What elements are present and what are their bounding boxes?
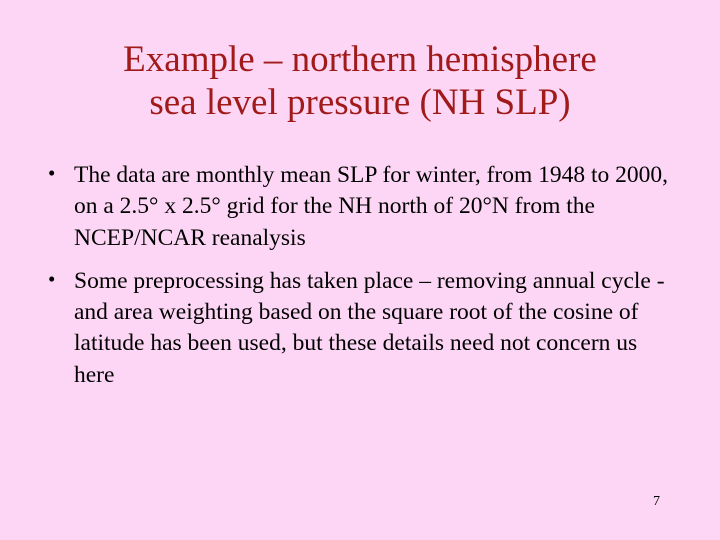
slide-title-line-1: Example – northern hemisphere [123, 39, 597, 80]
slide-title-line-2: sea level pressure (NH SLP) [149, 82, 571, 124]
slide-title [40, 38, 680, 125]
bullet-icon: • [48, 161, 56, 185]
bullet-icon: • [48, 266, 56, 291]
list-item [48, 160, 676, 254]
page-number: 7 [653, 494, 660, 509]
list-item-text: The data are monthly mean SLP for winter, from 1948 to 2000, on a 2.5° x 2.5° grid for the NH north of 20°N from the NCEP/NCAR reanalysis [74, 162, 669, 251]
list-item [48, 266, 676, 391]
slide-body [48, 160, 676, 403]
list-item-text: Some preprocessing has taken place – removing annual cycle - and area weighting based on the square root of the cosine of latitude has been used, but these details need not concern us here [74, 267, 665, 388]
